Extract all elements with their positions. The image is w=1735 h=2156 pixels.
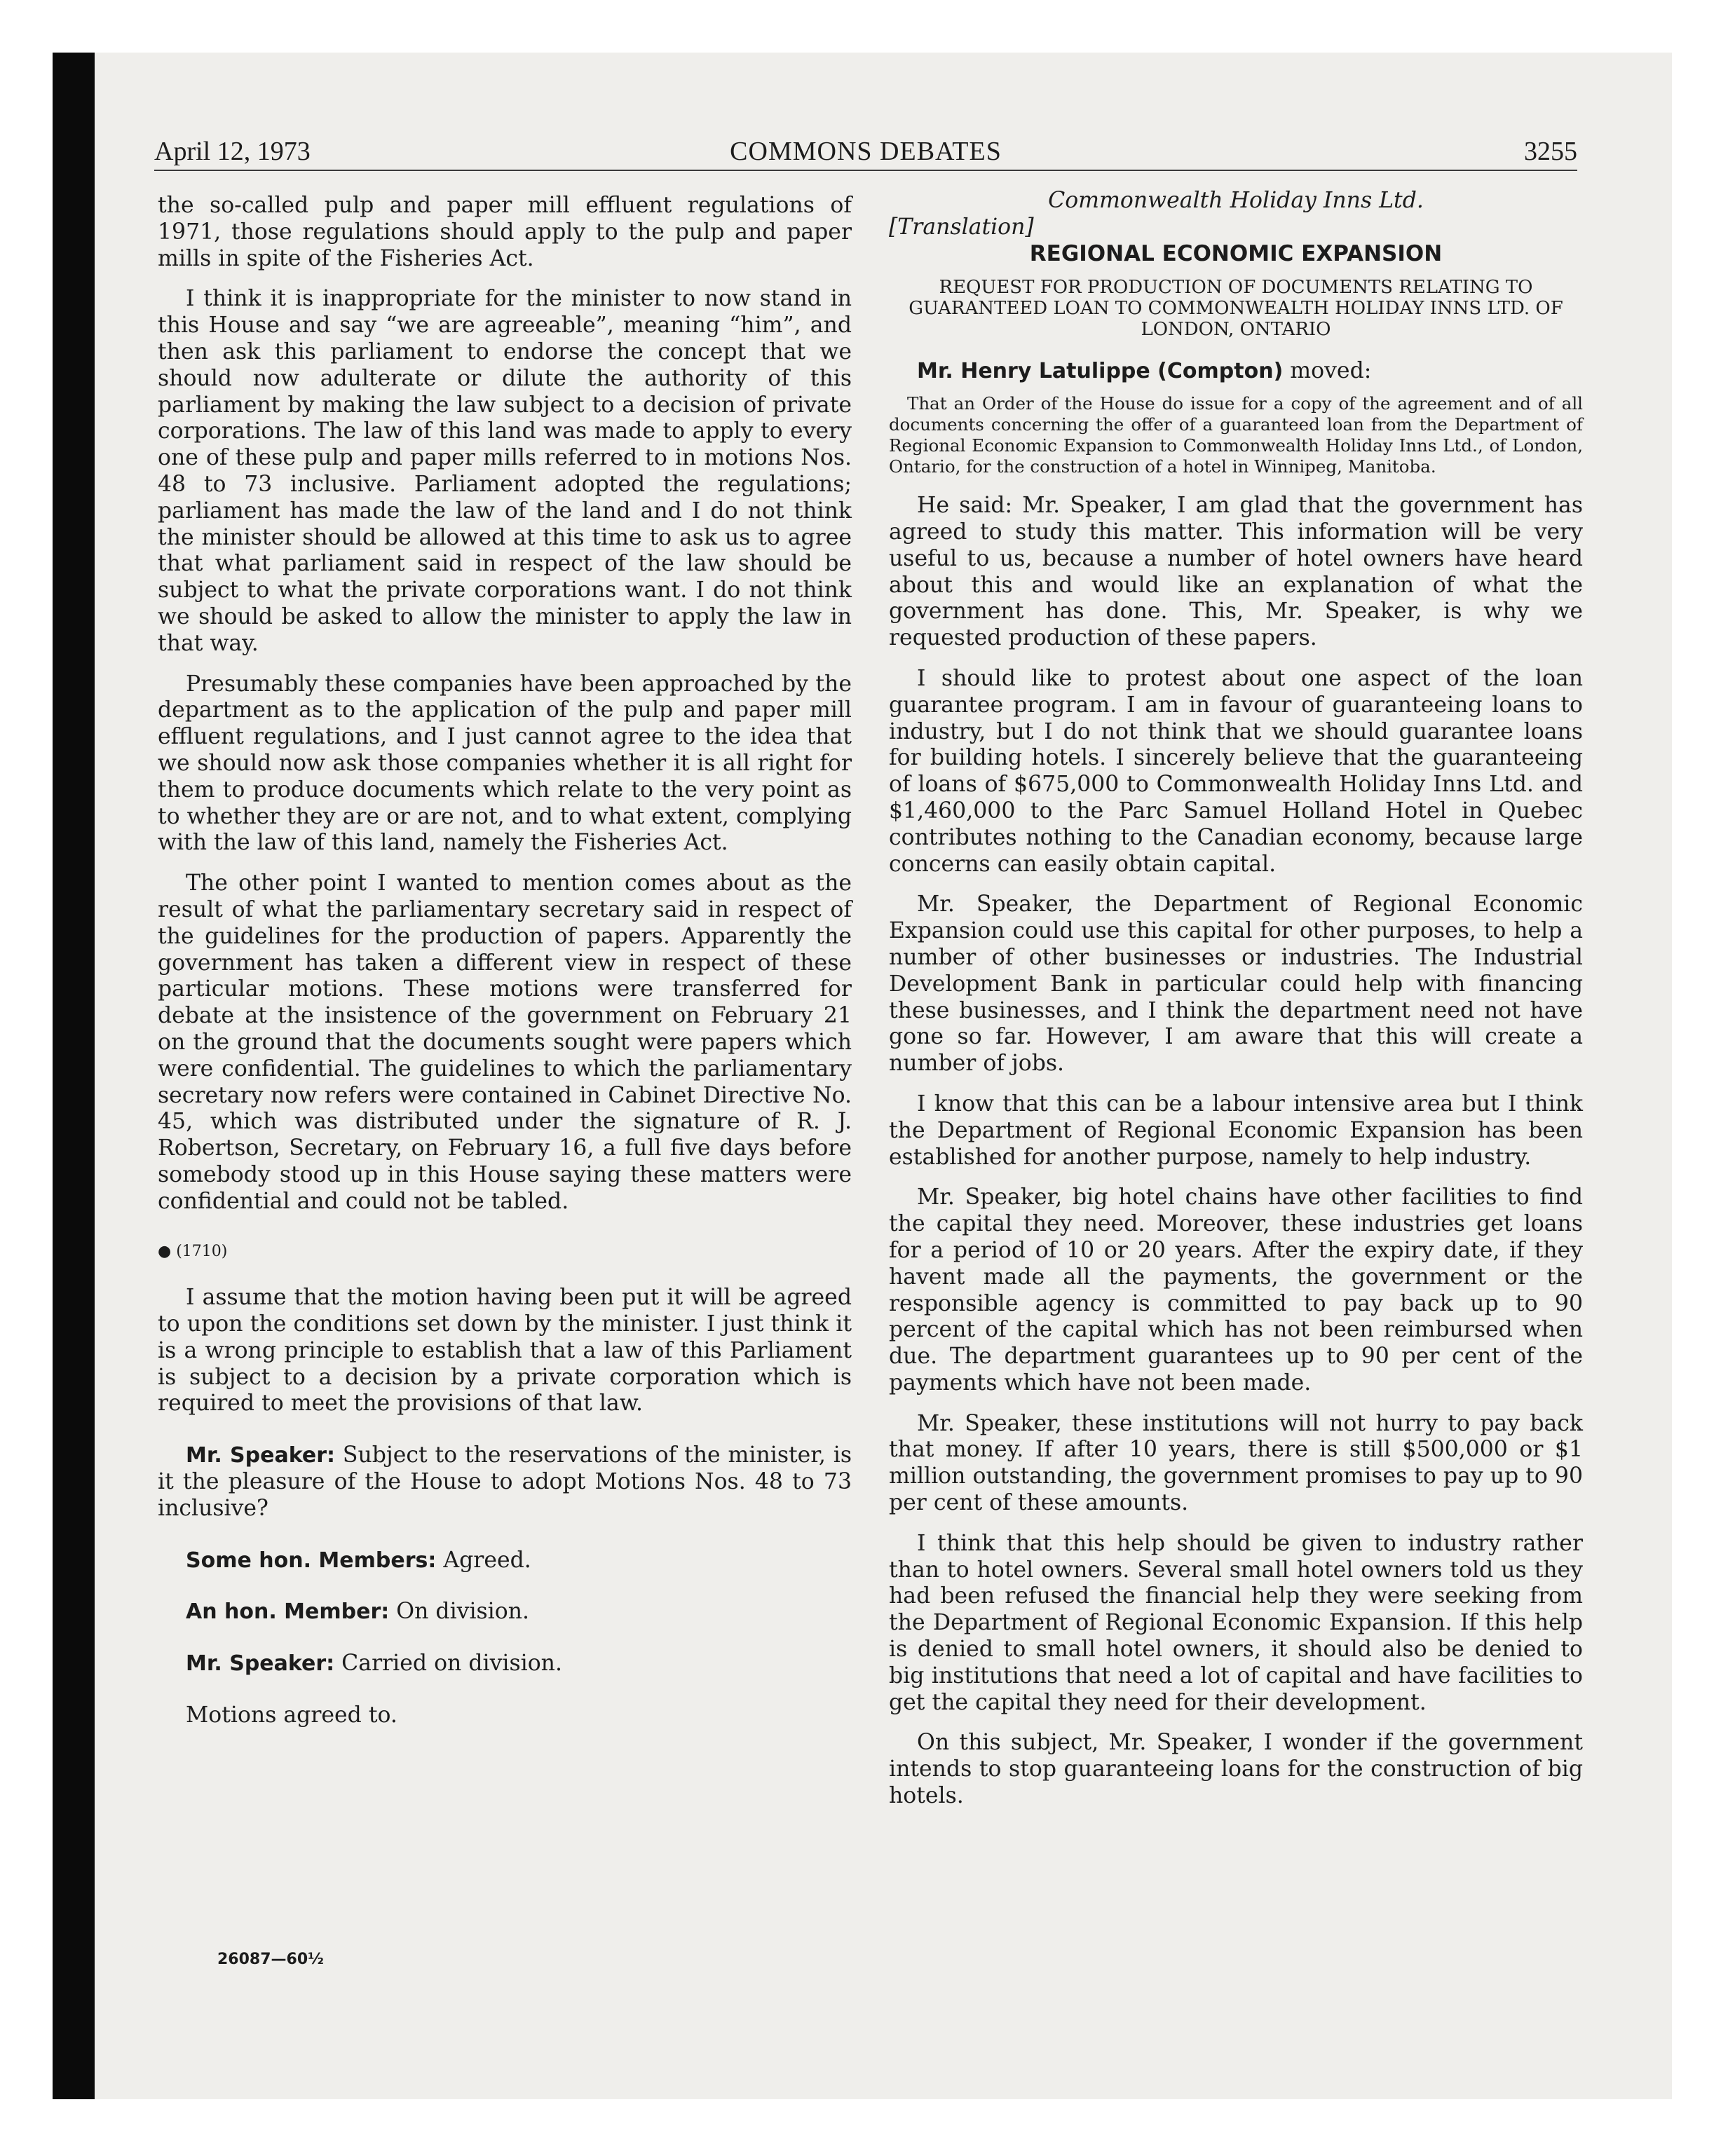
paragraph: Mr. Speaker, big hotel chains have other facilities to find the capital they need. Moreover, these industries get loans for a period of 10 or 20 years. After the expiry date, if they havent made all the payments, the government or the responsible agency is committed to pay back up to 90 percent of the capital which has not been reimbursed when due. The department guarantees up to 90 per cent of the payments which have not been made. [889, 1185, 1583, 1396]
time-stamp: ● (1710) [158, 1243, 228, 1261]
speaker-entry [158, 1599, 852, 1625]
speaker-entry [158, 1548, 852, 1574]
paragraph: I think that this help should be given to industry rather than to hotel owners. Several small hotel owners told us they had been refused the financial help they were seeking from the Department of Regional Economic Expansion. If this help is denied to small hotel owners, it should also be denied to big institutions that need a lot of capital and have facilities to get the capital they need for their development. [889, 1530, 1583, 1715]
paragraph: Presumably these companies have been approached by the department as to the application of the pulp and paper mill effluent regulations, and I just cannot agree to the idea that we should now ask those companies whether it is all right for them to produce documents which relate to the very point as to whether they are or are not, and to what extent, complying with the law of this land, namely the Fisheries Act. [158, 671, 852, 856]
speaker-text: Carried on division. [334, 1651, 562, 1677]
mover-name: Mr. Henry Latulippe (Compton) [917, 359, 1284, 384]
speaker-entry [158, 1651, 852, 1677]
paragraph: the so-called pulp and paper mill effluent regulations of 1971, those regulations should apply to the pulp and paper mills in spite of the Fisheries Act. [158, 193, 852, 271]
paragraph: On this subject, Mr. Speaker, I wonder if the government intends to stop guaranteeing loans for the construction of big hotels. [889, 1730, 1583, 1809]
speaker-entry [158, 1442, 852, 1522]
page-number: 3255 [1524, 137, 1577, 166]
paragraph: I know that this can be a labour intensive area but I think the Department of Regional Economic Expansion has been established for another purpose, namely to help industry. [889, 1091, 1583, 1170]
scan-border [53, 53, 95, 2099]
mover-text: moved: [1283, 358, 1372, 384]
mover-line [889, 358, 1583, 385]
running-header [154, 135, 1577, 171]
paragraph: He said: Mr. Speaker, I am glad that the government has agreed to study this matter. This information will be very useful to us, because a number of hotel owners have heard about this and would like an explanation of what the government has done. This, Mr. Speaker, is why we requested production of these papers. [889, 493, 1583, 651]
speaker-text: Subject to the reservations of the minister, is it the pleasure of the House to adopt Motions Nos. 48 to 73 inclusive? [158, 1442, 852, 1521]
motion-text: That an Order of the House do issue for a copy of the agreement and of all documents concerning the offer of a guaranteed loan from the Department of Regional Economic Expansion to Commonwealth Holiday Inns Ltd., of London, Ontario, for the construction of a hotel in Winnipeg, Manitoba. [889, 393, 1583, 477]
speaker-text: On division. [389, 1599, 530, 1625]
paragraph: Mr. Speaker, the Department of Regional Economic Expansion could use this capital for other purposes, to help a number of other businesses or industries. The Industrial Development Bank in particular could help with financing these businesses, and I think the department need not have gone so far. However, I am aware that this will create a number of jobs. [889, 892, 1583, 1077]
section-heading: REGIONAL ECONOMIC EXPANSION [1029, 240, 1443, 266]
header-date: April 12, 1973 [154, 137, 311, 166]
paragraph: I should like to protest about one aspect of the loan guarantee program. I am in favour of guaranteeing loans to industry, but I do not think that we should guarantee loans for building hotels. I sincerely believe that the guaranteeing of loans of $675,000 to Commonwealth Holiday Inns Ltd. and $1,460,000 to the Parc Samuel Holland Hotel in Quebec contributes nothing to the Canadian economy, because large concerns can easily obtain capital. [889, 665, 1583, 877]
translation-note: [Translation] [889, 214, 1034, 240]
left-column [158, 193, 852, 1729]
paragraph: The other point I wanted to mention comes about as the result of what the parliamentary secretary said in respect of the guidelines for the production of papers. Apparently the government has taken a different view in respect of these particular motions. These motions were transferred for debate at the insistence of the government on February 21 on the ground that the documents sought were papers which were confidential. The guidelines to which the parliamentary secretary now refers were contained in Cabinet Directive No. 45, which was distributed under the signature of R. J. Robertson, Secretary, on February 16, a full five days before somebody stood up in this House saying these matters were confidential and could not be tabled. [158, 871, 852, 1214]
paragraph: I think it is inappropriate for the minister to now stand in this House and say “we are agreeable”, meaning “him”, and then ask this parliament to endorse the concept that we should now adulterate or dilute the authority of this parliament by making the law subject to a decision of private corporations. The law of this land was made to apply to every one of these pulp and paper mills referred to in motions Nos. 48 to 73 inclusive. Parliament adopted the regulations; parliament has made the law of the land and I do not think the minister should be allowed at this time to ask us to agree that what parliament said in respect of the law should be subject to what the private corporations want. I do not think we should be asked to allow the minister to apply the law in that way. [158, 286, 852, 656]
speaker-name: Mr. Speaker: [186, 1651, 335, 1677]
speaker-name: An hon. Member: [186, 1599, 390, 1625]
right-running-title: Commonwealth Holiday Inns Ltd. [1048, 188, 1424, 213]
publication-title: COMMONS DEBATES [730, 137, 1002, 166]
print-code: 26087—60½ [217, 1951, 324, 1968]
right-column [889, 188, 1583, 1810]
paragraph: I assume that the motion having been put it will be agreed to upon the conditions set down by the minister. I just think it is a wrong principle to establish that a law of this Parliament is subject to a decision by a private corporation which is required to meet the provisions of that law. [158, 1285, 852, 1417]
closing-line: Motions agreed to. [186, 1703, 397, 1728]
speaker-text: Agreed. [436, 1547, 531, 1573]
section-subheading: REQUEST FOR PRODUCTION OF DOCUMENTS RELATING TO GUARANTEED LOAN TO COMMONWEALTH HOLIDAY INNS LTD. OF LONDON, ONTARIO [909, 277, 1563, 341]
speaker-name: Mr. Speaker: [186, 1443, 336, 1468]
speaker-name: Some hon. Members: [186, 1548, 437, 1573]
paragraph: Mr. Speaker, these institutions will not hurry to pay back that money. If after 10 years, there is still $500,000 or $1 million outstanding, the government promises to pay up to 90 per cent of these amounts. [889, 1410, 1583, 1516]
